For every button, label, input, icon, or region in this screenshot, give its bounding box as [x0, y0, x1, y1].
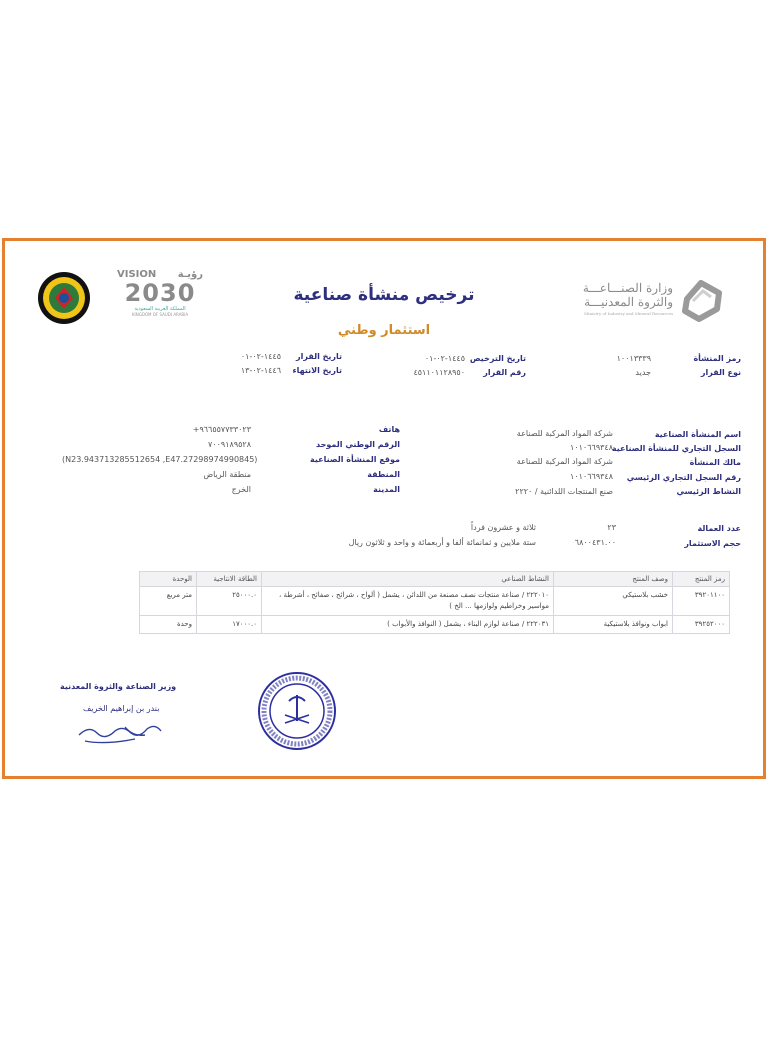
facility-code-label: رمز المنشأة: [693, 354, 741, 363]
product-unit: وحدة: [140, 616, 197, 634]
decision-date-label: تاريخ القرار: [296, 352, 342, 361]
decision-date-value: ١٤٤٥-٠٢-٠١: [240, 352, 281, 361]
decision-number-label: رقم القرار: [483, 368, 526, 377]
table-row: [140, 616, 730, 634]
product-description: خشب بلاستيكي: [554, 587, 673, 616]
license-date-label: تاريخ الترخيص: [469, 354, 526, 363]
col-header-capacity: الطاقة الانتاجية: [197, 572, 262, 587]
product-capacity: ٢٥٠٠٠.٠: [197, 587, 262, 616]
city-value: الخرج: [231, 485, 251, 494]
region-value: منطقة الرياض: [203, 470, 251, 479]
col-header-unit: الوحدة: [140, 572, 197, 587]
facility-name-value: شركة المواد المركبة للصناعة: [516, 429, 613, 438]
national-id-value: ٧٠٠٩١٨٩٥٢٨: [208, 440, 251, 449]
national-id-label: الرقم الوطني الموحد: [316, 440, 400, 449]
document-subtitle: استثمار وطني: [337, 323, 431, 338]
investment-words: ستة ملايين و ثمانمائة ألفا و أربعمائة و واحد و ثلاثون ريال: [348, 538, 536, 547]
location-value: (N23.943713285512654 ,E47.27298974990845): [62, 455, 258, 464]
signatory-name: بندر بن إبراهيم الخريف: [83, 704, 160, 713]
ministry-name-line2: والثروة المعدنيـــة: [584, 295, 673, 309]
phone-value: +٩٦٦٥٥٧٧٣٣٠٢٣: [192, 425, 251, 434]
vision-country-en: KINGDOM OF SAUDI ARABIA: [131, 312, 189, 317]
region-label: المنطقة: [367, 470, 400, 479]
product-code: ٣٩٢٥٢٠٠٠: [673, 616, 730, 634]
signature-icon: [75, 719, 165, 747]
decision-type-value: جديد: [635, 368, 651, 377]
investment-value: ٦٨٠٠٤٣١.٠٠: [574, 538, 616, 547]
table-header-row: [140, 572, 730, 587]
main-activity-label: النشاط الرئيسي: [676, 487, 741, 496]
license-date-value: ١٤٤٥-٠٢-٠١: [424, 354, 465, 363]
facility-code-value: ١٠٠١٣٣٣٩: [616, 354, 651, 363]
city-label: المدينة: [373, 485, 400, 494]
document-title: ترخيص منشأة صناعية: [293, 285, 475, 305]
product-code: ٣٩٢٠١١٠٠: [673, 587, 730, 616]
ministry-seal-icon: [257, 671, 337, 751]
facility-cr-label: السجل التجاري للمنشأة الصناعية: [611, 444, 741, 453]
license-certificate: [2, 238, 766, 779]
product-activity: ٢٢٢٠٣١ / صناعة لوازم البناء ، يشمل ( النوافذ والأبواب ): [262, 616, 554, 634]
location-label: موقع المنشأة الصناعية: [310, 455, 400, 464]
signatory-title: وزير الصناعة والثروة المعدنية: [60, 682, 177, 691]
vision-country-ar: المملكة العربية السعودية: [134, 306, 186, 312]
product-unit: متر مربع: [140, 587, 197, 616]
main-cr-value: ١٠١٠٦٦٩٣٤٨: [570, 472, 613, 481]
ministry-name-line1: وزارة الصنـــاعـــة: [582, 281, 673, 295]
labor-count-value: ٢٣: [607, 523, 616, 532]
investment-label: حجم الاستثمار: [684, 539, 741, 548]
col-header-description: وصف المنتج: [554, 572, 673, 587]
table-row: [140, 587, 730, 616]
ministry-name-en: Ministry of Industry and Mineral Resources: [584, 311, 673, 316]
facility-cr-value: ١٠١٠٦٦٩٣٤٨: [570, 443, 613, 452]
col-header-activity: النشاط الصناعي: [262, 572, 554, 587]
decision-number-value: ٤٥١١٠١١٢٨٩٥٠: [413, 368, 465, 377]
labor-count-label: عدد العمالة: [697, 524, 741, 533]
decision-type-label: نوع القرار: [700, 368, 741, 377]
product-activity: ٢٢٢٠١٠ / صناعة منتجات نصف مصنعة من اللدائن ، يشمل ( ألواح ، شرائح ، صفائح ، أشرطة ، مواسير وخراطيم ولوازمها ... الخ ): [262, 587, 554, 616]
vision-word: VISION: [117, 269, 157, 280]
main-cr-label: رقم السجل التجاري الرئيسي: [626, 473, 741, 482]
facility-name-label: اسم المنشأة الصناعية: [654, 430, 741, 439]
expiry-date-label: تاريخ الانتهاء: [292, 366, 342, 375]
phone-label: هاتف: [378, 425, 400, 434]
product-capacity: ١٧٠٠٠.٠: [197, 616, 262, 634]
col-header-code: رمز المنتج: [673, 572, 730, 587]
facility-owner-label: مالك المنشأة: [689, 458, 741, 467]
products-table: [139, 571, 730, 634]
vision-year: 2030: [124, 279, 196, 307]
main-activity-value: صنع المنتجات اللدائنية / ٢٢٢٠: [515, 487, 613, 496]
expiry-date-value: ١٤٤٦-٠٢-١٣: [240, 366, 281, 375]
product-description: ابواب ونوافذ بلاستيكية: [554, 616, 673, 634]
labor-count-words: ثلاثة و عشرون فرداً: [470, 523, 536, 532]
vision-arabic: رؤيـة: [177, 269, 203, 280]
facility-owner-value: شركة المواد المركبة للصناعة: [516, 457, 613, 466]
